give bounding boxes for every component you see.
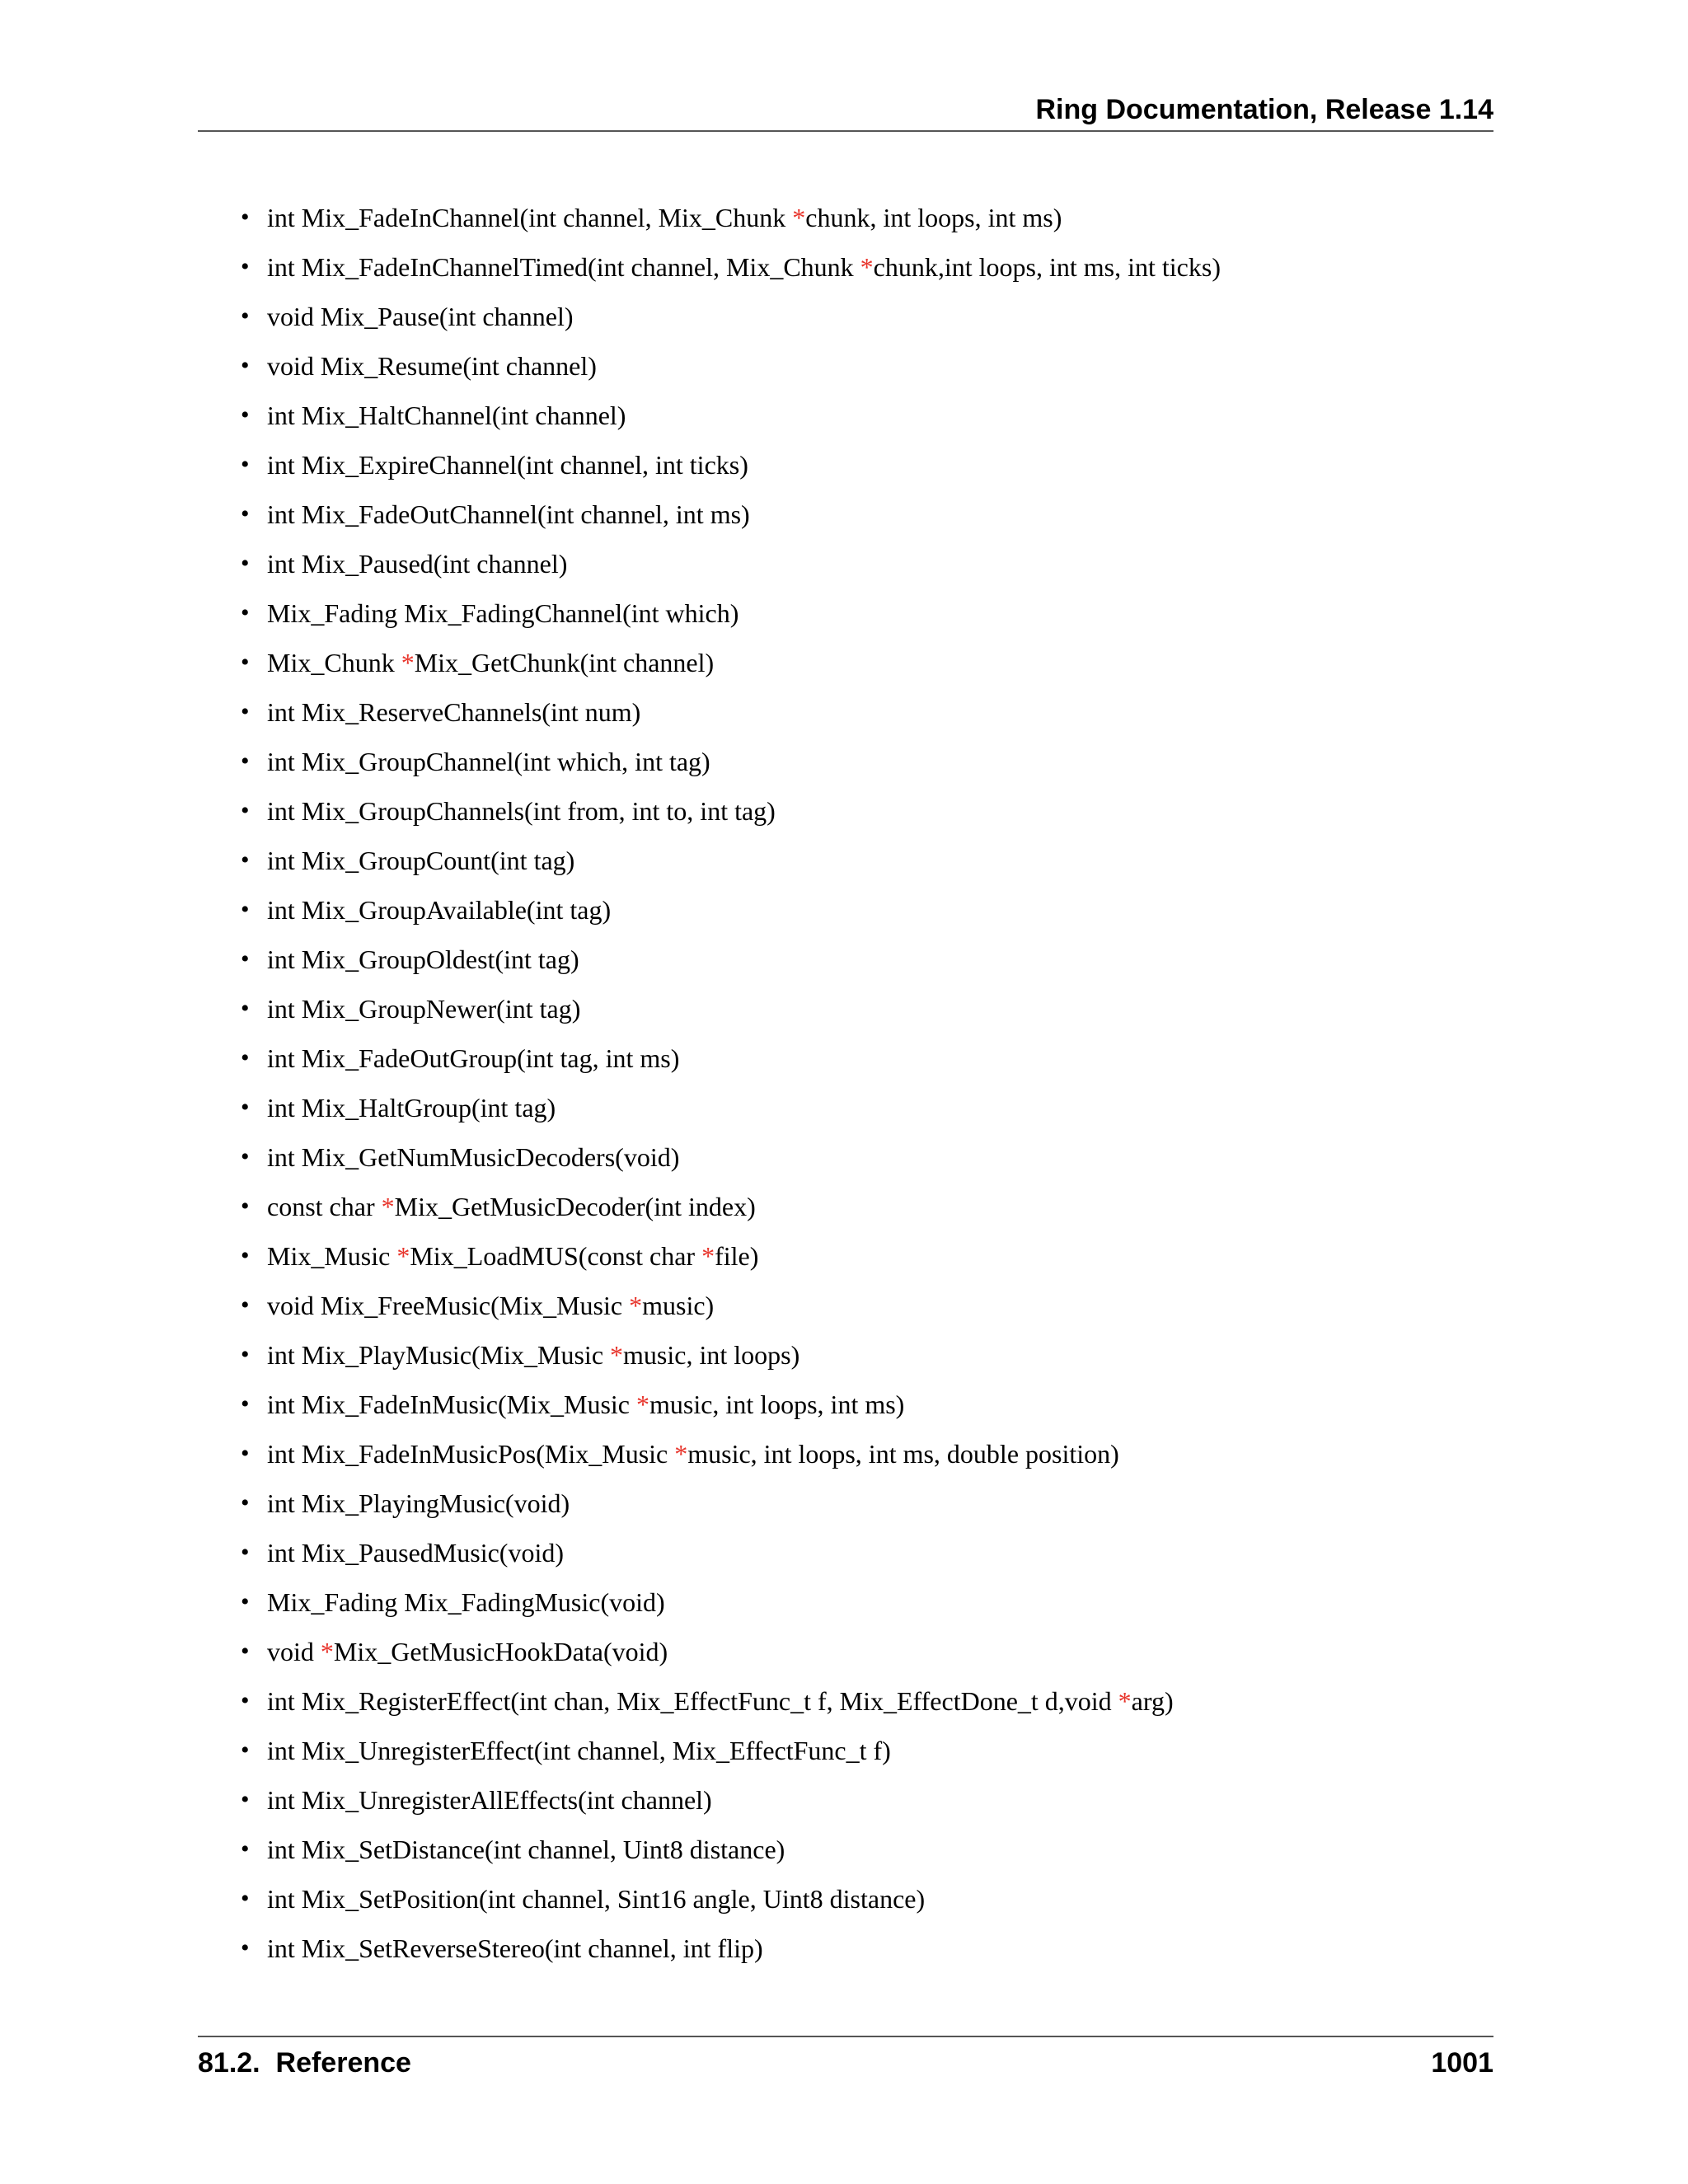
- signature-text: int Mix_FadeInChannel(int channel, Mix_Chunk: [267, 202, 793, 232]
- signature-text: Mix_GetChunk(int channel): [414, 647, 715, 677]
- list-item: [241, 1380, 904, 1429]
- bullet: •: [241, 896, 250, 923]
- signature-text: chunk, int loops, int ms): [805, 202, 1062, 232]
- signature-text: void: [267, 1636, 321, 1666]
- signature-text: int Mix_UnregisterAllEffects(int channel): [267, 1784, 712, 1815]
- function-signature: [267, 1884, 925, 1915]
- signature-text: int Mix_ExpireChannel(int channel, int ticks): [267, 449, 748, 480]
- signature-text: int Mix_FadeInMusic(Mix_Music: [267, 1389, 636, 1419]
- document-title: Ring Documentation, Release 1.14: [1035, 94, 1493, 125]
- function-signature: [267, 203, 1062, 233]
- signature-text: music, int loops, int ms, double position): [687, 1438, 1119, 1469]
- signature-text: int Mix_SetPosition(int channel, Sint16 angle, Uint8 distance): [267, 1883, 926, 1914]
- list-item: [241, 440, 748, 490]
- list-item: [241, 1429, 1119, 1479]
- pointer-asterisk: *: [860, 251, 874, 282]
- list-item: [241, 1330, 799, 1380]
- list-item: [241, 1676, 1174, 1726]
- section-reference: 81.2. Reference: [198, 2047, 411, 2079]
- list-item: [241, 885, 611, 935]
- list-item: [241, 737, 710, 786]
- bullet: •: [241, 1539, 250, 1566]
- function-signature: [267, 450, 748, 480]
- signature-text: int Mix_GetNumMusicDecoders(void): [267, 1141, 680, 1172]
- function-signature: [267, 1933, 763, 1964]
- list-item: [241, 638, 714, 687]
- signature-text: music): [642, 1290, 715, 1320]
- function-signature: [267, 549, 567, 579]
- signature-text: int Mix_Paused(int channel): [267, 548, 568, 579]
- list-item: [241, 1281, 714, 1330]
- function-signature: [267, 697, 640, 728]
- signature-text: int Mix_HaltGroup(int tag): [267, 1092, 556, 1122]
- bullet: •: [241, 500, 250, 527]
- bullet: •: [241, 1440, 250, 1467]
- signature-text: int Mix_SetReverseStereo(int channel, int flip): [267, 1933, 763, 1963]
- function-signature: [267, 1587, 665, 1618]
- function-signature: [267, 1291, 714, 1321]
- function-signature: [267, 1192, 756, 1222]
- function-signature: [267, 1241, 758, 1272]
- signature-text: const char: [267, 1191, 382, 1221]
- bullet: •: [241, 1786, 250, 1813]
- function-signature: [267, 944, 579, 975]
- signature-text: int Mix_PlayMusic(Mix_Music: [267, 1339, 611, 1370]
- function-signature: [267, 1390, 904, 1420]
- signature-text: Mix_Fading Mix_FadingChannel(int which): [267, 598, 739, 628]
- list-item: [241, 935, 579, 984]
- signature-text: int Mix_HaltChannel(int channel): [267, 400, 626, 430]
- pointer-asterisk: *: [1118, 1685, 1132, 1716]
- list-item: [241, 786, 776, 836]
- function-signature: [267, 994, 580, 1024]
- bullet: •: [241, 995, 250, 1022]
- pointer-asterisk: *: [396, 1240, 410, 1271]
- signature-text: void Mix_FreeMusic(Mix_Music: [267, 1290, 630, 1320]
- bullet: •: [241, 1242, 250, 1269]
- function-signature: [267, 1736, 891, 1766]
- pointer-asterisk: *: [701, 1240, 715, 1271]
- function-signature: [267, 895, 611, 926]
- bullet: •: [241, 1390, 250, 1418]
- pointer-asterisk: *: [610, 1339, 624, 1370]
- bullet: •: [241, 797, 250, 824]
- signature-text: int Mix_ReserveChannels(int num): [267, 696, 641, 727]
- bullet: •: [241, 253, 250, 280]
- function-signature: [267, 351, 597, 382]
- bullet: •: [241, 1193, 250, 1220]
- bullet: •: [241, 352, 250, 379]
- function-signature: [267, 1340, 799, 1371]
- signature-text: Mix_GetMusicDecoder(int index): [394, 1191, 756, 1221]
- list-item: [241, 391, 626, 440]
- bullet: •: [241, 1835, 250, 1863]
- list-item: [241, 1825, 785, 1874]
- pointer-asterisk: *: [320, 1636, 334, 1666]
- bullet: •: [241, 1291, 250, 1319]
- signature-text: void Mix_Resume(int channel): [267, 350, 597, 381]
- function-signature: [267, 1538, 564, 1568]
- signature-text: chunk,int loops, int ms, int ticks): [873, 251, 1221, 282]
- function-signature: [267, 747, 710, 777]
- signature-text: int Mix_GroupCount(int tag): [267, 845, 575, 875]
- bullet: •: [241, 1588, 250, 1615]
- list-item: [241, 1083, 556, 1132]
- signature-text: int Mix_FadeOutGroup(int tag, int ms): [267, 1043, 680, 1073]
- pointer-asterisk: *: [674, 1438, 688, 1469]
- signature-text: int Mix_SetDistance(int channel, Uint8 distance): [267, 1834, 785, 1864]
- bullet: •: [241, 550, 250, 577]
- function-signature: [267, 1488, 570, 1519]
- signature-text: int Mix_GroupAvailable(int tag): [267, 894, 612, 925]
- bullet: •: [241, 204, 250, 231]
- signature-text: int Mix_UnregisterEffect(int channel, Mix_EffectFunc_t f): [267, 1735, 891, 1765]
- list-item: [241, 490, 750, 539]
- bullet: •: [241, 1736, 250, 1764]
- list-item: [241, 341, 597, 391]
- list-item: [241, 1033, 679, 1083]
- bullet: •: [241, 1885, 250, 1912]
- signature-text: int Mix_PausedMusic(void): [267, 1537, 564, 1568]
- signature-text: void Mix_Pause(int channel): [267, 301, 574, 331]
- pointer-asterisk: *: [629, 1290, 643, 1320]
- list-item: [241, 984, 580, 1033]
- signature-text: int Mix_FadeOutChannel(int channel, int ms): [267, 499, 750, 529]
- bullet: •: [241, 401, 250, 429]
- list-item: [241, 1182, 756, 1231]
- function-signature: [267, 598, 738, 629]
- function-signature: [267, 1686, 1174, 1717]
- pointer-asterisk: *: [381, 1191, 395, 1221]
- signature-text: Mix_Chunk: [267, 647, 401, 677]
- list-item: [241, 292, 573, 341]
- function-signature: [267, 1637, 668, 1667]
- signature-text: int Mix_FadeInChannelTimed(int channel, Mix_Chunk: [267, 251, 860, 282]
- list-item: [241, 1775, 712, 1825]
- signature-text: int Mix_GroupChannel(int which, int tag): [267, 746, 710, 776]
- function-signature: [267, 1043, 679, 1074]
- function-signature: [267, 846, 574, 876]
- bullet: •: [241, 302, 250, 330]
- page-header: [198, 89, 1493, 132]
- list-item: [241, 1479, 570, 1528]
- pointer-asterisk: *: [792, 202, 806, 232]
- function-signature: [267, 499, 750, 530]
- signature-text: int Mix_RegisterEffect(int chan, Mix_EffectFunc_t f, Mix_EffectDone_t d,void: [267, 1685, 1118, 1716]
- page-footer: [198, 2036, 1493, 2085]
- list-item: [241, 1924, 763, 1973]
- signature-text: int Mix_FadeInMusicPos(Mix_Music: [267, 1438, 675, 1469]
- signature-text: file): [715, 1240, 759, 1271]
- signature-text: Mix_LoadMUS(const char: [410, 1240, 702, 1271]
- bullet: •: [241, 1489, 250, 1516]
- function-signature: [267, 302, 573, 332]
- bullet: •: [241, 748, 250, 775]
- page-number: 1001: [1431, 2047, 1493, 2079]
- bullet: •: [241, 1143, 250, 1170]
- list-item: [241, 1874, 925, 1924]
- bullet: •: [241, 649, 250, 676]
- bullet: •: [241, 698, 250, 725]
- bullet: •: [241, 1044, 250, 1071]
- function-signature: [267, 648, 714, 678]
- list-item: [241, 539, 567, 588]
- bullet: •: [241, 945, 250, 972]
- signature-text: int Mix_GroupNewer(int tag): [267, 993, 581, 1024]
- list-item: [241, 1627, 668, 1676]
- signature-text: int Mix_GroupChannels(int from, int to, int tag): [267, 795, 776, 826]
- function-signature: [267, 1142, 679, 1173]
- list-item: [241, 1231, 758, 1281]
- function-signature: [267, 401, 626, 431]
- function-signature: [267, 1785, 712, 1816]
- bullet: •: [241, 451, 250, 478]
- bullet: •: [241, 1094, 250, 1121]
- signature-text: Mix_GetMusicHookData(void): [333, 1636, 668, 1666]
- signature-text: Mix_Fading Mix_FadingMusic(void): [267, 1586, 665, 1617]
- signature-text: arg): [1131, 1685, 1174, 1716]
- function-signature: [267, 252, 1221, 283]
- list-item: [241, 1726, 891, 1775]
- signature-text: music, int loops): [623, 1339, 800, 1370]
- list-item: [241, 242, 1221, 292]
- bullet: •: [241, 599, 250, 626]
- function-signature: [267, 1093, 556, 1123]
- list-item: [241, 1577, 665, 1627]
- bullet: •: [241, 1687, 250, 1714]
- signature-text: music, int loops, int ms): [649, 1389, 905, 1419]
- function-signature: [267, 1835, 785, 1865]
- list-item: [241, 588, 738, 638]
- list-item: [241, 836, 574, 885]
- pointer-asterisk: *: [635, 1389, 649, 1419]
- list-item: [241, 1528, 564, 1577]
- function-signature: [267, 796, 776, 827]
- list-item: [241, 687, 640, 737]
- bullet: •: [241, 1638, 250, 1665]
- signature-text: int Mix_PlayingMusic(void): [267, 1488, 570, 1518]
- bullet: •: [241, 1341, 250, 1368]
- list-item: [241, 193, 1062, 242]
- function-signature: [267, 1439, 1119, 1469]
- pointer-asterisk: *: [401, 647, 415, 677]
- bullet: •: [241, 1934, 250, 1961]
- bullet: •: [241, 846, 250, 874]
- signature-text: int Mix_GroupOldest(int tag): [267, 944, 579, 974]
- signature-text: Mix_Music: [267, 1240, 397, 1271]
- list-item: [241, 1132, 679, 1182]
